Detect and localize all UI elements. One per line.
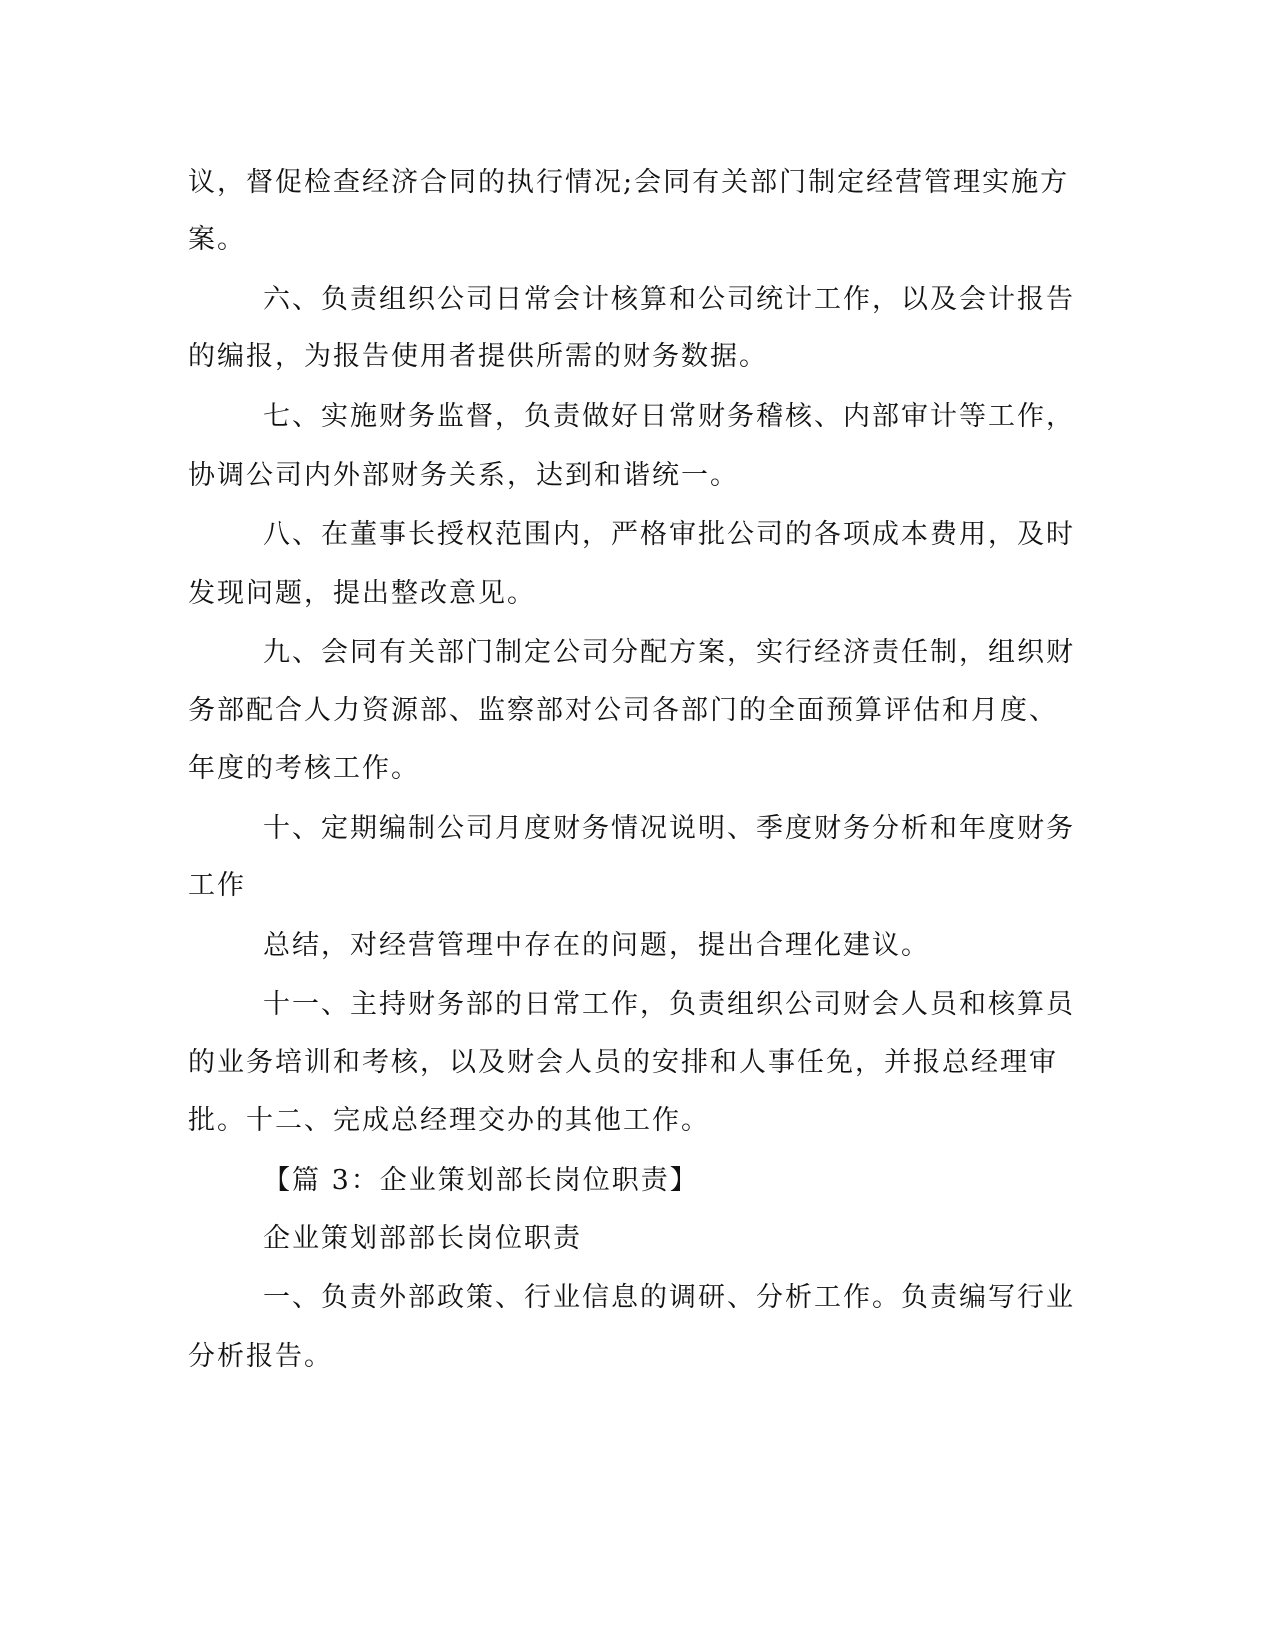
paragraph-line: 发现问题，提出整改意见。 bbox=[188, 578, 536, 609]
paragraph-line: 十、定期编制公司月度财务情况说明、季度财务分析和年度财务 bbox=[263, 813, 1075, 844]
paragraph-line: 七、实施财务监督，负责做好日常财务稽核、内部审计等工作， bbox=[263, 401, 1075, 432]
paragraph-line: 议，督促检查经济合同的执行情况;会同有关部门制定经营管理实施方 bbox=[188, 167, 1070, 198]
paragraph-line: 六、负责组织公司日常会计核算和公司统计工作，以及会计报告 bbox=[263, 284, 1075, 315]
paragraph-line: 八、在董事长授权范围内，严格审批公司的各项成本费用，及时 bbox=[263, 519, 1075, 550]
paragraph-line: 九、会同有关部门制定公司分配方案，实行经济责任制，组织财 bbox=[263, 637, 1075, 668]
paragraph-line: 的编报，为报告使用者提供所需的财务数据。 bbox=[188, 341, 768, 372]
paragraph-line: 工作 bbox=[188, 870, 246, 901]
paragraph-line: 务部配合人力资源部、监察部对公司各部门的全面预算评估和月度、 bbox=[188, 695, 1058, 726]
section-subtitle: 企业策划部部长岗位职责 bbox=[263, 1223, 582, 1254]
section-heading: 【篇 3：企业策划部长岗位职责】 bbox=[263, 1165, 699, 1196]
paragraph-line: 总结，对经营管理中存在的问题，提出合理化建议。 bbox=[263, 930, 930, 961]
paragraph-line: 一、负责外部政策、行业信息的调研、分析工作。负责编写行业 bbox=[263, 1282, 1075, 1313]
paragraph-line: 的业务培训和考核，以及财会人员的安排和人事任免，并报总经理审 bbox=[188, 1047, 1058, 1078]
paragraph-line: 分析报告。 bbox=[188, 1341, 333, 1372]
paragraph-line: 案。 bbox=[188, 224, 246, 255]
paragraph-line: 年度的考核工作。 bbox=[188, 753, 420, 784]
paragraph-line: 批。十二、完成总经理交办的其他工作。 bbox=[188, 1105, 710, 1136]
paragraph-line: 十一、主持财务部的日常工作，负责组织公司财会人员和核算员 bbox=[263, 989, 1075, 1020]
paragraph-line: 协调公司内外部财务关系，达到和谐统一。 bbox=[188, 460, 739, 491]
